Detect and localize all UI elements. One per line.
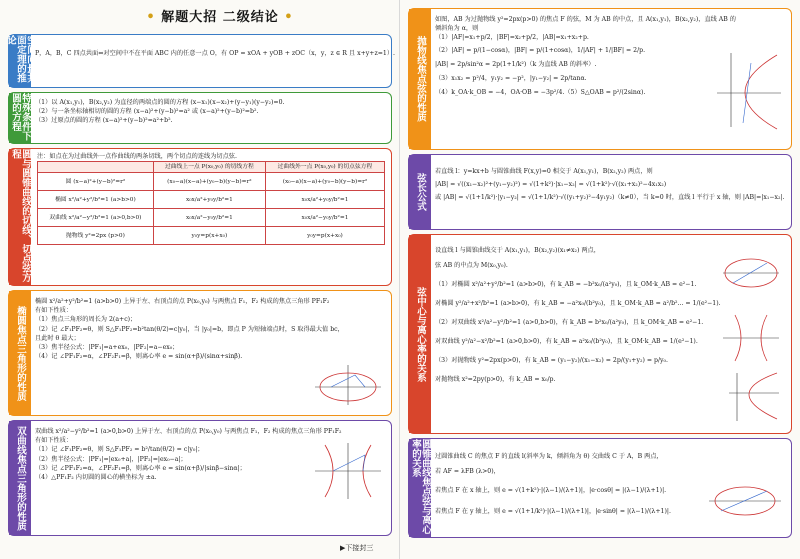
- text-line: （2）记 ∠F₁PF₂=θ，则 S△F₁PF₂=b²tan(θ/2)=c|y₀|，当 |y₀|=b，即点 P 为短轴端点时，S 取得最大值 bc，: [35, 325, 344, 333]
- page-title: • 解题大招 二级结论 •: [146, 10, 294, 25]
- table-note: 注：如点在为过曲线外一点作曲线的两条切线，两个切点的连线为切点弦.: [37, 153, 237, 160]
- table-cell: y₀y=p(x+x₀): [265, 227, 384, 245]
- text-line: 如图，AB 为过抛物线 y²=2px(p>0) 的焦点 F 的弦，M 为 AB 的中点，且 A(x₁,y₁)，B(x₂,y₂)，直线 AB 的: [435, 16, 736, 23]
- table-header: 过曲线上一点 P(x₀,y₀) 的切线方程: [153, 162, 265, 173]
- text-line: （1）以 A(x₁,y₁)，B(x₂,y₂) 为直径的两端点的圆的方程 (x−x₁)(x−x₂)+(y−y₁)(y−y₂)=0.: [35, 99, 285, 106]
- text-line: 或 |AB| = √(1+1/k²)·|y₁−y₂| = √(1+1/k²)·√((y₁+y₂)²−4y₁y₂)（k≠0），当 k=0 时，直线 l 平行于 x 轴，则 |AB|=|x₁−x₂|.: [435, 194, 785, 201]
- text-line: 若直线 l：y=kx+b 与圆锥曲线 F(x,y)=0 相交于 A(x₁,y₁)，B(x₂,y₂) 两点，则: [435, 168, 653, 175]
- hyperbola-diagram: [313, 441, 383, 501]
- section-midpoint-eccentricity: [408, 234, 792, 434]
- section-tab: 椭圆焦点三角形的性质: [9, 291, 31, 415]
- text-line: （1）|AF|=x₁+p/2，|BF|=x₂+p/2，|AB|=x₁+x₂+p.: [435, 34, 589, 42]
- table-header: 过曲线外一点 P(x₀,y₀) 的切点弦方程: [265, 162, 384, 173]
- text-line: （1）焦点三角形的周长为 2(a+c)；: [35, 316, 137, 324]
- text-line: 对椭圆 y²/a²+x²/b²=1 (a>b>0)，有 k_AB = −a²x₀/(b²y₀)，且 k_OM·k_AB = a²/b²... = 1/(e²−1).: [435, 300, 721, 307]
- page-divider: [399, 0, 400, 559]
- section-tab: 弦长公式: [409, 155, 431, 229]
- section-hyperbola-focal-triangle: [8, 420, 392, 536]
- text-line: 若 AF = λFB (λ>0)，: [435, 468, 500, 475]
- section-tab: 抛物线焦点弦的性质: [409, 9, 431, 149]
- table-cell: x₀x/a²+y₀y/b²=1: [265, 191, 384, 209]
- section-circle-equation: [8, 92, 392, 144]
- table-cell: (x₀−a)(x−a)+(y₀−b)(y−b)=r²: [265, 173, 384, 191]
- section-parabola-focal-chord: [408, 8, 792, 150]
- text-line: |AB| = √((x₁−x₂)²+(y₁−y₂)²) = √(1+k²)·|x₁−x₂| = √(1+k²)·√((x₁+x₂)²−4x₁x₂): [435, 181, 667, 188]
- text-line: （1）对椭圆 x²/a²+y²/b²=1 (a>b>0)，有 k_AB = −b²x₀/(a²y₀)，且 k_OM·k_AB = e²−1.: [435, 281, 697, 288]
- section-tab: 圆锥曲线焦点弦与离心率的关系: [409, 439, 431, 537]
- section-chord-length: [408, 154, 792, 230]
- text-line: （3）x₁x₂ = p²/4，y₁y₂ = −p²，|y₁−y₂| = 2p/tanα.: [435, 75, 587, 83]
- text-line: 倾斜角为 α，则: [435, 25, 479, 33]
- text-line: （2）焦半径公式：|PF₁|=|ex₀+a|，|PF₂|=|ex₀−a|；: [35, 455, 187, 463]
- section-tab: 双曲线焦点三角形的性质: [9, 421, 31, 535]
- parabola-diagram: [713, 49, 783, 129]
- text-line: （3）焦半径公式：|PF₁|=a+ex₀，|PF₂|=a−ex₀；: [35, 344, 179, 352]
- text-line: 过圆锥曲线 C 的焦点 F 的直线 l(斜率为 k，倾斜角为 θ) 交曲线 C 于 A，B 两点，: [435, 453, 663, 460]
- section-ellipse-focal-triangle: [8, 290, 392, 416]
- continue-note: ▶下接封三: [340, 544, 374, 552]
- table-cell: y₀y=p(x+x₀): [153, 227, 265, 245]
- text-line: 弦 AB 的中点为 M(x₀,y₀).: [435, 262, 508, 269]
- text-line: 且此时 θ 最大；: [35, 334, 80, 342]
- tangent-table: [37, 161, 385, 245]
- section-tab: 圆与圆锥曲线的切线、切点弦方程: [9, 149, 31, 285]
- section-coplanar: [5, 34, 395, 88]
- text-line: 有如下性质：: [35, 437, 73, 445]
- text-line: 对抛物线 x²=2py(p>0)，有 k_AB = x₀/p.: [435, 376, 556, 383]
- text-line: P，A，B，C 四点共面⇔对空间中不在平面 ABC 内的任意一点 O，有 OP = xOA + yOB + zOC（x，y，z ∈ R 且 x+y+z=1）.: [35, 50, 395, 57]
- midpoint-diagrams: [721, 243, 781, 423]
- text-line: 有如下性质：: [35, 307, 73, 315]
- table-row: [38, 191, 385, 209]
- section-focal-chord-ratio: [408, 438, 792, 538]
- table-row: [38, 227, 385, 245]
- section-tab: 弦中心与离心率的关系: [409, 235, 431, 433]
- text-line: （3）对抛物线 y²=2px(p>0)，有 k_AB = (y₁−y₂)/(x₁−x₂) = 2p/(y₁+y₂) = p/y₀.: [435, 357, 668, 364]
- focal-chord-diagram: [707, 481, 783, 521]
- text-line: 设直线 l 与圆锥曲线交于 A(x₁,y₁)，B(x₂,y₂)(x₁≠x₂) 两点，: [435, 247, 600, 254]
- table-cell: x₀x/a²+y₀y/b²=1: [153, 191, 265, 209]
- text-line: 对双曲线 y²/a²−x²/b²=1 (a>0,b>0)，有 k_AB = a²x₀/(b²y₀)，且 k_OM·k_AB = 1/(e²−1).: [435, 338, 698, 345]
- text-line: （2）对双曲线 x²/a²−y²/b²=1 (a>0,b>0)，有 k_AB = b²x₀/(a²y₀)，且 k_OM·k_AB = e²−1.: [435, 319, 704, 326]
- table-cell: 圆 (x−a)²+(y−b)²=r²: [38, 173, 154, 191]
- table-cell: x₀x/a²−y₀y/b²=1: [153, 209, 265, 227]
- text-line: （2）|AF| = p/(1−cosα)，|BF| = p/(1+cosα)，1/|AF| + 1/|BF| = 2/p.: [435, 46, 646, 54]
- text-line: 椭圆 x²/a²+y²/b²=1 (a>b>0) 上异于左、右顶点的点 P(x₀,y₀) 与两焦点 F₁，F₂ 构成的焦点三角形 PF₁F₂: [35, 298, 330, 305]
- text-line: （3）过原点的圆的方程 (x−a)²+(y−b)²=a²+b².: [35, 117, 173, 125]
- text-line: （4）记 ∠PF₁F₂=α，∠PF₂F₁=β，则离心率 e = sin(α+β)/(sinα+sinβ).: [35, 353, 243, 361]
- table-header: [38, 162, 154, 173]
- text-line: （3）记 ∠PF₁F₂=α，∠PF₂F₁=β，则离心率 e = sin(α+β)/|sinβ−sinα|；: [35, 464, 246, 472]
- table-cell: 抛物线 y²=2px (p>0): [38, 227, 154, 245]
- table-cell: 椭圆 x²/a²+y²/b²=1 (a>b>0): [38, 191, 154, 209]
- text-line: 双曲线 x²/a²−y²/b²=1 (a>0,b>0) 上异于左、右顶点的点 P(x₀,y₀) 与两焦点 F₁，F₂ 构成的焦点三角形 PF₁F₂: [35, 428, 342, 435]
- table-cell: x₀x/a²−y₀y/b²=1: [265, 209, 384, 227]
- table-row: [38, 209, 385, 227]
- table-row: [38, 173, 385, 191]
- text-line: （2）与一条坐标轴相切的圆的方程 (x−a)²+(y−b)²=a² 或 (x−a)²+(y−b)²=b².: [35, 108, 259, 116]
- section-tangent-lines: [8, 148, 392, 286]
- text-line: （4）k_OA·k_OB = −4，OA·OB = −3p²/4.（5）S△OAB = p²/(2sinα).: [435, 89, 646, 97]
- text-line: 若焦点 F 在 y 轴上，则 e = √(1+1/k²)·|(λ−1)/(λ+1)|，|e·sinθ| = |(λ−1)/(λ+1)|.: [435, 508, 671, 515]
- text-line: （1）记 ∠F₁PF₂=θ，则 S△F₁PF₂ = b²/tan(θ/2) = c|y₀|；: [35, 446, 204, 454]
- text-line: （4）△PF₁F₂ 内切圆的圆心的横坐标为 ±a.: [35, 474, 157, 482]
- ellipse-diagram: [313, 363, 383, 407]
- section-tab: 特殊条件下圆的方程: [9, 93, 31, 143]
- section-tab: 空间向量共面定理的推论: [9, 35, 31, 87]
- table-cell: (x₀−a)(x−a)+(y₀−b)(y−b)=r²: [153, 173, 265, 191]
- text-line: |AB| = 2p/sin²α = 2p(1+1/k²)（k 为直线 AB 的斜率）.: [435, 60, 597, 68]
- table-cell: 双曲线 x²/a²−y²/b²=1 (a>0,b>0): [38, 209, 154, 227]
- text-line: 若焦点 F 在 x 轴上，则 e = √(1+k²)·|(λ−1)/(λ+1)|，|e·cosθ| = |(λ−1)/(λ+1)|.: [435, 487, 667, 494]
